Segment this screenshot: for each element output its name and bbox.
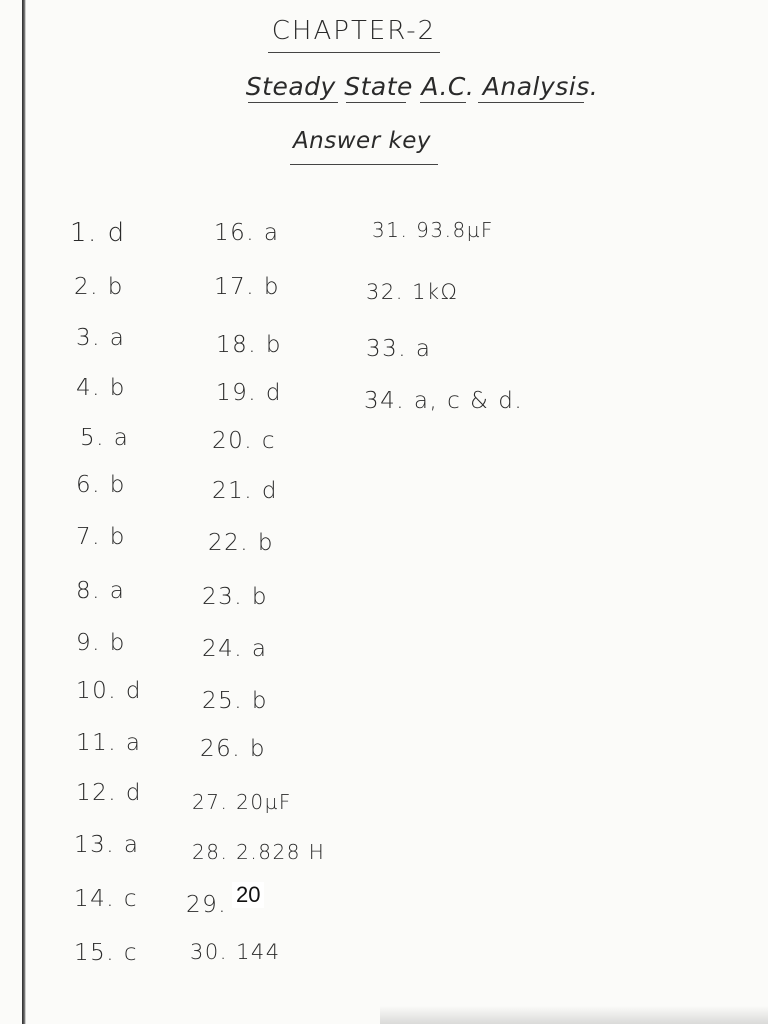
- answer-item: 33. a: [366, 336, 432, 362]
- subtitle-underline-1: [248, 102, 338, 103]
- answer-item: 20. c: [212, 428, 277, 454]
- chapter-title: CHAPTER-2: [271, 16, 437, 46]
- answer-item: 8. a: [76, 578, 126, 604]
- page-edge: [22, 0, 26, 1024]
- answer-item: 14. c: [74, 886, 139, 912]
- answer-item: 1. d: [70, 218, 126, 248]
- answer-item: 5. a: [80, 425, 130, 451]
- answer-item: 23. b: [202, 584, 268, 610]
- answer-item: 26. b: [200, 736, 266, 762]
- subtitle-underline-3: [420, 102, 466, 103]
- chapter-subtitle: Steady State A.C. Analysis.: [245, 72, 599, 101]
- answer-item: 15. c: [74, 940, 139, 966]
- subtitle-underline-2: [346, 102, 406, 103]
- answer-item: 28. 2.828 H: [192, 840, 326, 864]
- answer-item: 11. a: [76, 730, 142, 756]
- answer-item: 31. 93.8µF: [372, 218, 494, 242]
- answer-item: 25. b: [202, 688, 268, 714]
- answer-item: 18. b: [216, 332, 282, 358]
- answer-item: 10. d: [76, 678, 142, 704]
- answer-key-underline: [290, 164, 438, 165]
- answer-item: 16. a: [214, 220, 280, 246]
- subtitle-underline-4: [478, 102, 584, 103]
- answer-item: 6. b: [76, 472, 126, 498]
- answer-item: 19. d: [216, 380, 282, 406]
- answer-item: 30. 144: [190, 940, 281, 964]
- answer-item: 3. a: [76, 325, 126, 351]
- answer-item: 17. b: [214, 274, 280, 300]
- answer-item: 24. a: [202, 636, 268, 662]
- answer-key-heading: Answer key: [292, 128, 432, 154]
- answer-item: 13. a: [74, 832, 140, 858]
- answer-item: 27. 20µF: [192, 790, 292, 814]
- answer-item: 32. 1kΩ: [366, 280, 459, 304]
- answer-item: 9. b: [76, 630, 126, 656]
- scan-shadow: [380, 1006, 768, 1024]
- chapter-underline: [268, 52, 440, 53]
- typed-answer-patch: 20: [232, 882, 264, 908]
- answer-item: 21. d: [212, 478, 278, 504]
- answer-item: 2. b: [74, 274, 124, 300]
- answer-item: 22. b: [208, 530, 274, 556]
- answer-item: 12. d: [76, 780, 142, 806]
- answer-item: 29.: [186, 892, 228, 918]
- answer-item: 4. b: [76, 375, 126, 401]
- answer-item: 7. b: [76, 524, 126, 550]
- answer-item: 34. a, c & d.: [364, 388, 524, 414]
